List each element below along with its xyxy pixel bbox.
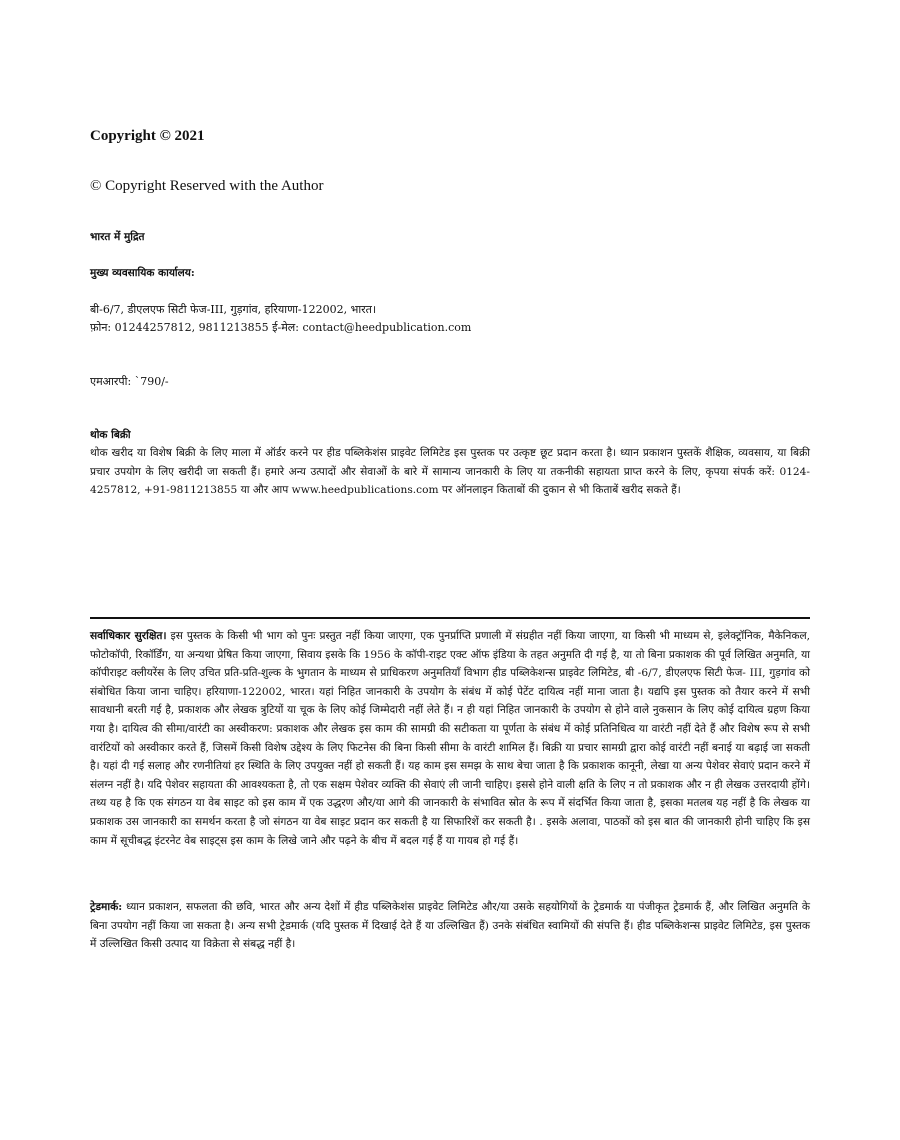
rights-reserved-paragraph	[90, 627, 810, 850]
trademark-text: ध्यान प्रकाशन, सफलता की छवि, भारत और अन्य देशों में हीड पब्लिकेशंस प्राइवेट लिमिटेड और/या उसके सहयोगियों के ट्रेडमार्क या पंजीकृत ट्रेडमार्क हैं, और लिखित अनुमति के बिना उपयोग नहीं किया जा सकता है। अन्य सभी ट्रेडमार्क (यदि पुस्तक में दिखाई देते हैं या उल्लिखित हैं) उनके संबंधित स्वामियों की संपत्ति हैं। हीड पब्लिकेशन्स प्राइवेट लिमिटेड, इस पुस्तक में उल्लिखित किसी उत्पाद या विक्रेता से संबद्ध नहीं है।	[90, 901, 810, 951]
copyright-year: Copyright © 2021	[90, 128, 205, 144]
trademark-label: ट्रेडमार्क:	[90, 901, 123, 913]
rights-reserved-text: इस पुस्तक के किसी भी भाग को पुनः प्रस्तुत नहीं किया जाएगा, एक पुनर्प्राप्ति प्रणाली में संग्रहीत नहीं किया जाएगा, या किसी भी माध्यम से, इलेक्ट्रॉनिक, मैकेनिकल, फोटोकॉपी, रिकॉर्डिंग, या अन्यथा प्रेषित किया जाएगा, सिवाय इसके कि 1956 के कॉपी-राइट एक्ट ऑफ इंडिया के तहत अनुमति दी गई है, या तो बिना प्रकाशक की पूर्व लिखित अनुमति, या कॉपीराइट क्लीयरेंस के लिए उचित प्रति-प्रति-शुल्क के भुगतान के माध्यम से प्राधिकरण अनुमतियाँ विभाग हीड पब्लिकेशन्स प्राइवेट लिमिटेड, बी -6/7, डीएलएफ सिटी फेज- III, गुड़गांव को संबोधित किया जाना चाहिए। हरियाणा-122002, भारत। यहां निहित जानकारी के उपयोग के संबंध में कोई पेटेंट दायित्व नहीं माना जाता है। यद्यपि इस पुस्तक को तैयार करने में सभी सावधानी बरती गई है, प्रकाशक और लेखक त्रुटियों या चूक के लिए कोई जिम्मेदारी नहीं लेते हैं। न ही यहां निहित जानकारी के उपयोग से होने वाले नुकसान के लिए कोई दायित्व ग्रहण किया गया है। दायित्व की सीमा/वारंटी का अस्वीकरण: प्रकाशक और लेखक इस काम की सामग्री की सटीकता या पूर्णता के संबंध में कोई प्रतिनिधित्व या वारंटी नहीं देते हैं और विशेष रूप से सभी वारंटियों को अस्वीकार करते हैं, जिसमें किसी विशेष उद्देश्य के लिए फिटनेस की बिना किसी सीमा के वारंटी शामिल हैं। बिक्री या प्रचार सामग्री द्वारा कोई वारंटी नहीं बनाई या बढ़ाई जा सकती है। यहां दी गई सलाह और रणनीतियां हर स्थिति के लिए उपयुक्त नहीं हो सकती हैं। यह काम इस समझ के साथ बेचा जाता है कि प्रकाशक कानूनी, लेखा या अन्य पेशेवर सेवाएं प्रदान करने में संलग्न नहीं है। यदि पेशेवर सहायता की आवश्यकता है, तो एक सक्षम पेशेवर व्यक्ति की सेवाएं ली जानी चाहिए। इससे होने वाली क्षति के लिए न तो प्रकाशक और न ही लेखक उत्तरदायी होंगे। तथ्य यह है कि एक संगठन या वेब साइट को इस काम में एक उद्धरण और/या आगे की जानकारी के संभावित स्रोत के रूप में संदर्भित किया जाता है, इसका मतलब यह नहीं है कि लेखक या प्रकाशक उस जानकारी का समर्थन करता है जो संगठन या वेब साइट प्रदान कर सकती है या सिफारिशें कर सकती है। . इसके अलावा, पाठकों को इस बात की जानकारी होनी चाहिए कि इस काम में सूचीबद्ध इंटरनेट वेब साइट्स इस काम के लिखे जाने और पढ़ने के बीच में बदल गई हैं या गायब हो गई हैं।	[90, 630, 811, 847]
office-contact: फ़ोन: 01244257812, 9811213855 ई-मेल: contact@heedpublication.com	[90, 321, 472, 334]
bulk-sales-heading: थोक बिक्री	[90, 429, 131, 441]
copyright-reserved: © Copyright Reserved with the Author	[90, 178, 324, 194]
section-divider	[90, 617, 810, 619]
office-heading: मुख्य व्यवसायिक कार्यालय:	[90, 267, 195, 279]
mrp-price: एमआरपी: `790/-	[90, 375, 169, 388]
trademark-paragraph	[90, 898, 810, 954]
printed-in-india: भारत में मुद्रित	[90, 231, 145, 243]
office-address: बी-6/7, डीएलएफ सिटी फेज-III, गुड़गांव, हरियाणा-122002, भारत।	[90, 303, 377, 316]
rights-reserved-label: सर्वाधिकार सुरक्षित।	[90, 630, 167, 642]
bulk-sales-text: थोक खरीद या विशेष बिक्री के लिए माला में ऑर्डर करने पर हीड पब्लिकेशंस प्राइवेट लिमिटेड इस पुस्तक पर उत्कृष्ट छूट प्रदान करता है। ध्यान प्रकाशन पुस्तकें शैक्षिक, व्यवसाय, या बिक्री प्रचार उपयोग के लिए खरीदी जा सकती हैं। हमारे अन्य उत्पादों और सेवाओं के बारे में सामान्य जानकारी के लिए या तकनीकी सहायता प्राप्त करने के लिए, कृपया संपर्क करें: 0124-4257812, +91-9811213855 या और आप www.heedpublications.com पर ऑनलाइन किताबों की दुकान से भी किताबें खरीद सकते हैं।	[90, 447, 810, 497]
